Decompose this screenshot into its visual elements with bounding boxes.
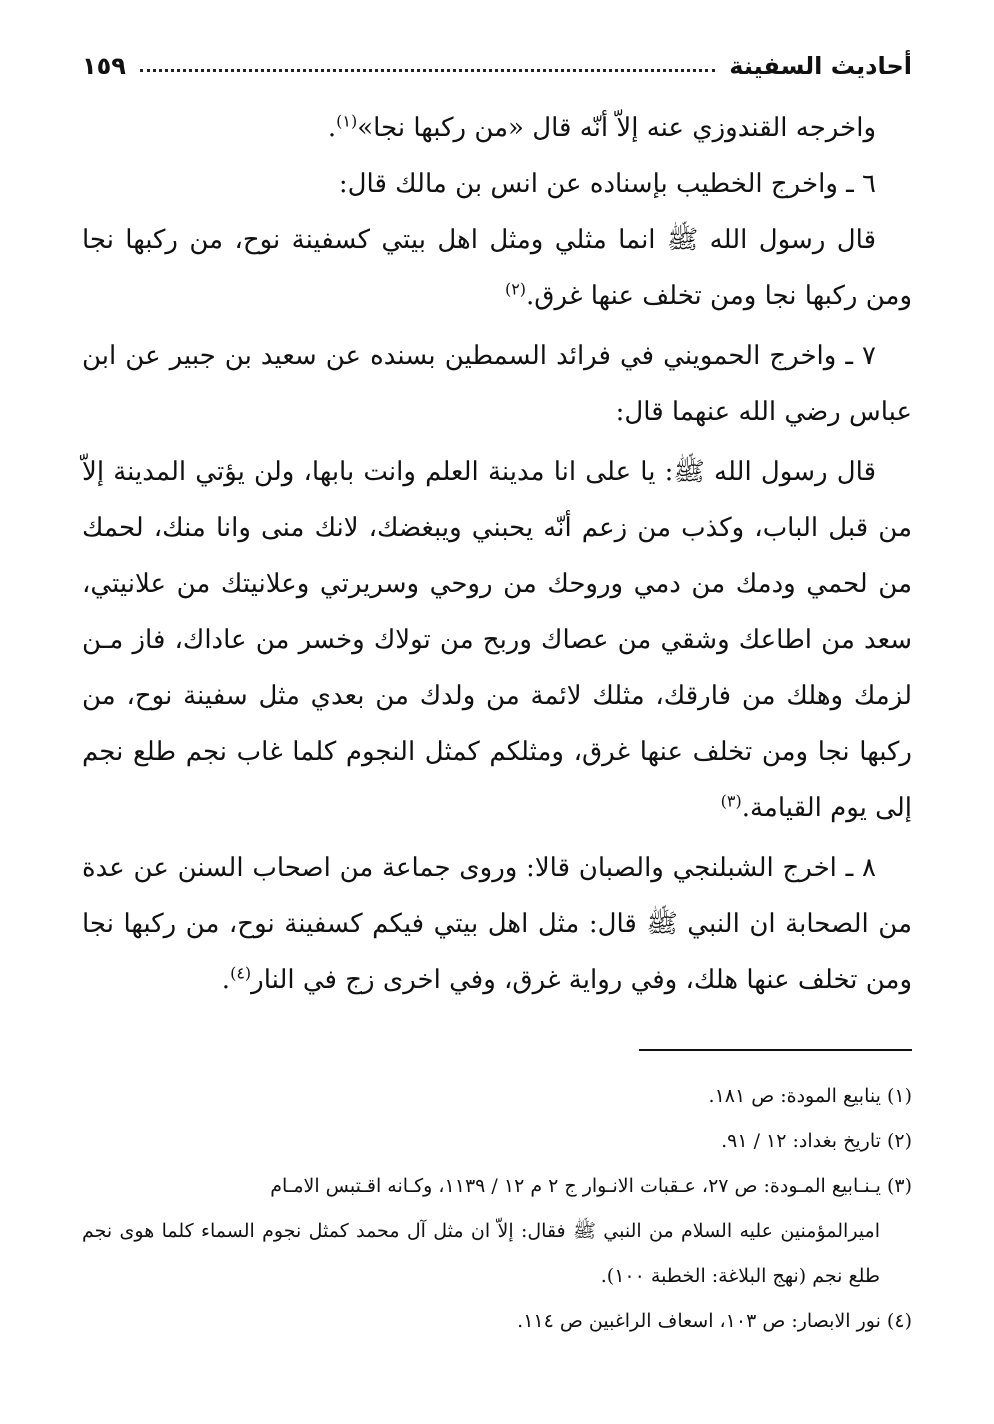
footnote-ref-3: (٣) (720, 791, 742, 811)
footnote-separator (639, 1049, 912, 1051)
running-header (82, 36, 912, 80)
footnote-1: (١) ينابيع المودة: ص ١٨١. (708, 1085, 912, 1107)
page-number: ١٥٩ (82, 52, 126, 80)
footnote-3-continuation: اميرالمؤمنين عليه السلام من النبي ﷺ فقال: إلاّ ان مثل آل محمد كمثل نجوم السماء كلما هوى نجم طلع نجم (نهج البلاغة: الخطبة ١٠٠). (82, 1220, 880, 1287)
paragraph-6-end: . (221, 965, 231, 995)
paragraph-1-end: . (327, 113, 337, 143)
footnote-2: (٢) تاريخ بغداد: ١٢ / ٩١. (721, 1130, 912, 1152)
header-title: أحاديث السفينة (729, 52, 912, 80)
paragraph-5-text: قال رسول الله ﷺ: يا على انا مدينة العلم وانت بابها، ولن يؤتي المدينة إلاّ من قبل الباب، وكذب من زعم أنّه يحبني ويبغضك، لانك منى وانا منك، لحمك من لحمي ودمك من دمي وروحك من روحي وسريرتي وعلانيتك من علانيتي، سعد من اطاعك وشقي من عصاك وربح من تولاك وخسر من عاداك، فاز مـن لزمك وهلك من فارقك، مثلك لائمة من ولدك من بعدي مثل سفينة نوح، من ركبها نجا ومن تخلف عنها غرق، ومثلكم كمثل النجوم كلما غاب نجم طلع نجم إلى يوم القيامة. (82, 457, 912, 823)
paragraph-1 (82, 100, 912, 156)
paragraph-hadith-8 (82, 840, 912, 1008)
paragraph-hadith-7-text (82, 444, 912, 836)
paragraph-hadith-6: ٦ ـ واخرج الخطيب بإسناده عن انس بن مالك قال: (338, 169, 876, 199)
paragraph-hadith-7: ٧ ـ واخرج الحمويني في فرائد السمطين بسنده عن سعيد بن جبير عن ابن عباس رضي الله عنهما قال: (82, 341, 912, 427)
footnote-ref-1: (١) (336, 111, 358, 131)
footnote-4: (٤) نور الابصار: ص ١٠٣، اسعاف الراغبين ص ١١٤. (517, 1310, 912, 1332)
header-dot-leader (140, 68, 715, 72)
footnote-ref-2: (٢) (504, 279, 527, 299)
main-text (82, 100, 912, 1008)
footnotes (82, 1074, 912, 1344)
paragraph-6-text: ٨ ـ اخرج الشبلنجي والصبان قالا: وروى جماعة من اصحاب السنن عن عدة من الصحابة ان النبي ﷺ قال: مثل اهل بيتي فيكم كسفينة نوح، من ركبها نجا ومن تخلف عنها هلك، وفي رواية غرق، وفي اخرى زج في النار (82, 853, 912, 995)
footnote-3: (٣) يـنـابيع المـودة: ص ٢٧، عـقبات الانـوار ج ٢ م ١٢ / ١١٣٩، وكـانه اقـتبس الامـام (270, 1175, 912, 1197)
paragraph-3-text: قال رسول الله ﷺ انما مثلي ومثل اهل بيتي كسفينة نوح، من ركبها نجا ومن ركبها نجا ومن تخلف عنها غرق. (82, 225, 912, 311)
paragraph-1-text: واخرجه القندوزي عنه إلاّ أنّه قال «من ركبها نجا» (357, 113, 876, 143)
paragraph-hadith-6-text (82, 212, 912, 324)
footnote-ref-4: (٤) (230, 963, 252, 983)
